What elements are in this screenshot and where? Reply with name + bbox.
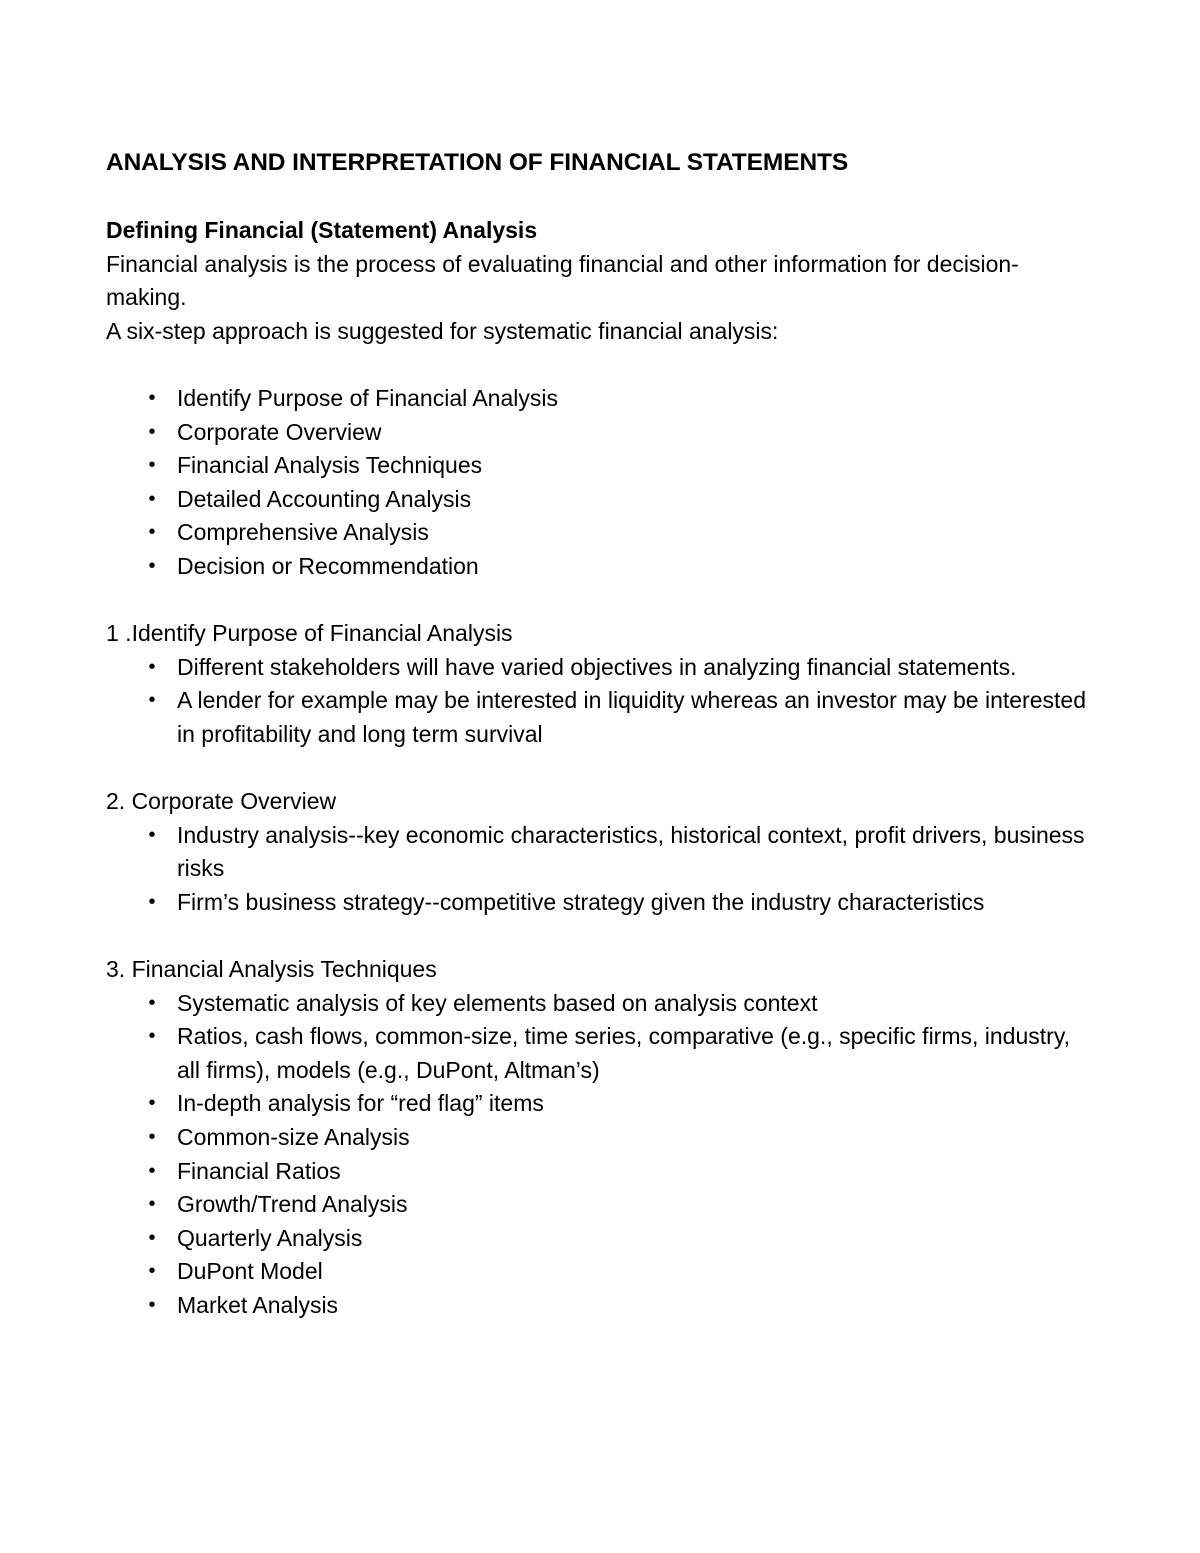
bullet-icon: • (148, 823, 156, 846)
list-item-text: Comprehensive Analysis (177, 519, 429, 546)
section-2-list (106, 819, 1096, 920)
list-item (106, 1188, 1096, 1222)
list-item-text: Common-size Analysis (177, 1124, 410, 1151)
definition-text: Financial analysis is the process of evaluating financial and other information for decision-making. (106, 250, 1019, 311)
list-item-text: Ratios, cash flows, common-size, time series, comparative (e.g., specific firms, industry, all firms), models (e.g., DuPont, Altman’s) (177, 1023, 1071, 1083)
list-item (106, 1289, 1096, 1323)
section-3-list (106, 987, 1096, 1323)
list-item (106, 987, 1096, 1021)
section-1-heading: 1 .Identify Purpose of Financial Analysis (106, 620, 513, 647)
bullet-icon: • (148, 1126, 156, 1149)
list-item (106, 886, 1096, 920)
list-item (106, 1121, 1096, 1155)
document-body (106, 146, 1096, 1323)
list-item-text: Quarterly Analysis (177, 1224, 363, 1251)
list-item-text: Identify Purpose of Financial Analysis (177, 384, 558, 411)
approach-intro: A six-step approach is suggested for systematic financial analysis: (106, 317, 779, 344)
definition-heading: Defining Financial (Statement) Analysis (106, 217, 538, 243)
bullet-icon: • (148, 487, 156, 510)
bullet-icon: • (148, 991, 156, 1014)
list-item (106, 1020, 1096, 1087)
section-3-heading: 3. Financial Analysis Techniques (106, 956, 437, 983)
list-item (106, 449, 1096, 483)
list-item (106, 416, 1096, 450)
bullet-icon: • (148, 1092, 156, 1115)
list-item-text: Systematic analysis of key elements based on analysis context (177, 989, 818, 1016)
list-item (106, 1155, 1096, 1189)
bullet-icon: • (148, 554, 156, 577)
list-item-text: Detailed Accounting Analysis (177, 485, 472, 512)
list-item-text: Financial Analysis Techniques (177, 452, 483, 479)
list-item (106, 684, 1096, 751)
list-item-text: Decision or Recommendation (177, 552, 479, 579)
section-1-list (106, 651, 1096, 752)
bullet-icon: • (148, 521, 156, 544)
bullet-icon: • (148, 890, 156, 913)
list-item (106, 483, 1096, 517)
spacer (106, 584, 1096, 618)
list-item-text: DuPont Model (177, 1258, 323, 1285)
list-item-text: Industry analysis--key economic characteristics, historical context, profit drivers, business risks (177, 821, 1085, 882)
list-item-text: Different stakeholders will have varied objectives in analyzing financial statements. (177, 653, 1017, 680)
six-step-list (106, 382, 1096, 584)
list-item (106, 819, 1096, 886)
bullet-icon: • (148, 1226, 156, 1249)
list-item-text: Financial Ratios (177, 1157, 341, 1184)
list-item (106, 1087, 1096, 1121)
spacer (106, 919, 1096, 953)
spacer (106, 180, 1096, 214)
bullet-icon: • (148, 1193, 156, 1216)
list-item-text: A lender for example may be interested in liquidity whereas an investor may be interested in profitability and long term survival (177, 687, 1086, 747)
bullet-icon: • (148, 1159, 156, 1182)
list-item-text: Firm’s business strategy--competitive strategy given the industry characteristics (177, 888, 985, 915)
list-item-text: Corporate Overview (177, 418, 382, 445)
list-item (106, 651, 1096, 685)
list-item (106, 516, 1096, 550)
list-item (106, 382, 1096, 416)
list-item-text: In-depth analysis for “red flag” items (177, 1090, 544, 1117)
bullet-icon: • (148, 420, 156, 443)
bullet-icon: • (148, 655, 156, 678)
section-2-heading: 2. Corporate Overview (106, 788, 337, 815)
bullet-icon: • (148, 689, 156, 712)
spacer (106, 752, 1096, 786)
list-item-text: Market Analysis (177, 1292, 339, 1318)
spacer (106, 348, 1096, 382)
document-title: ANALYSIS AND INTERPRETATION OF FINANCIAL STATEMENTS (106, 149, 849, 176)
list-item (106, 1222, 1096, 1256)
bullet-icon: • (148, 386, 156, 409)
bullet-icon: • (148, 1025, 156, 1048)
list-item (106, 550, 1096, 584)
bullet-icon: • (148, 1294, 156, 1316)
bullet-icon: • (148, 454, 156, 477)
list-item-text: Growth/Trend Analysis (177, 1191, 408, 1218)
list-item (106, 1255, 1096, 1289)
bullet-icon: • (148, 1260, 156, 1283)
